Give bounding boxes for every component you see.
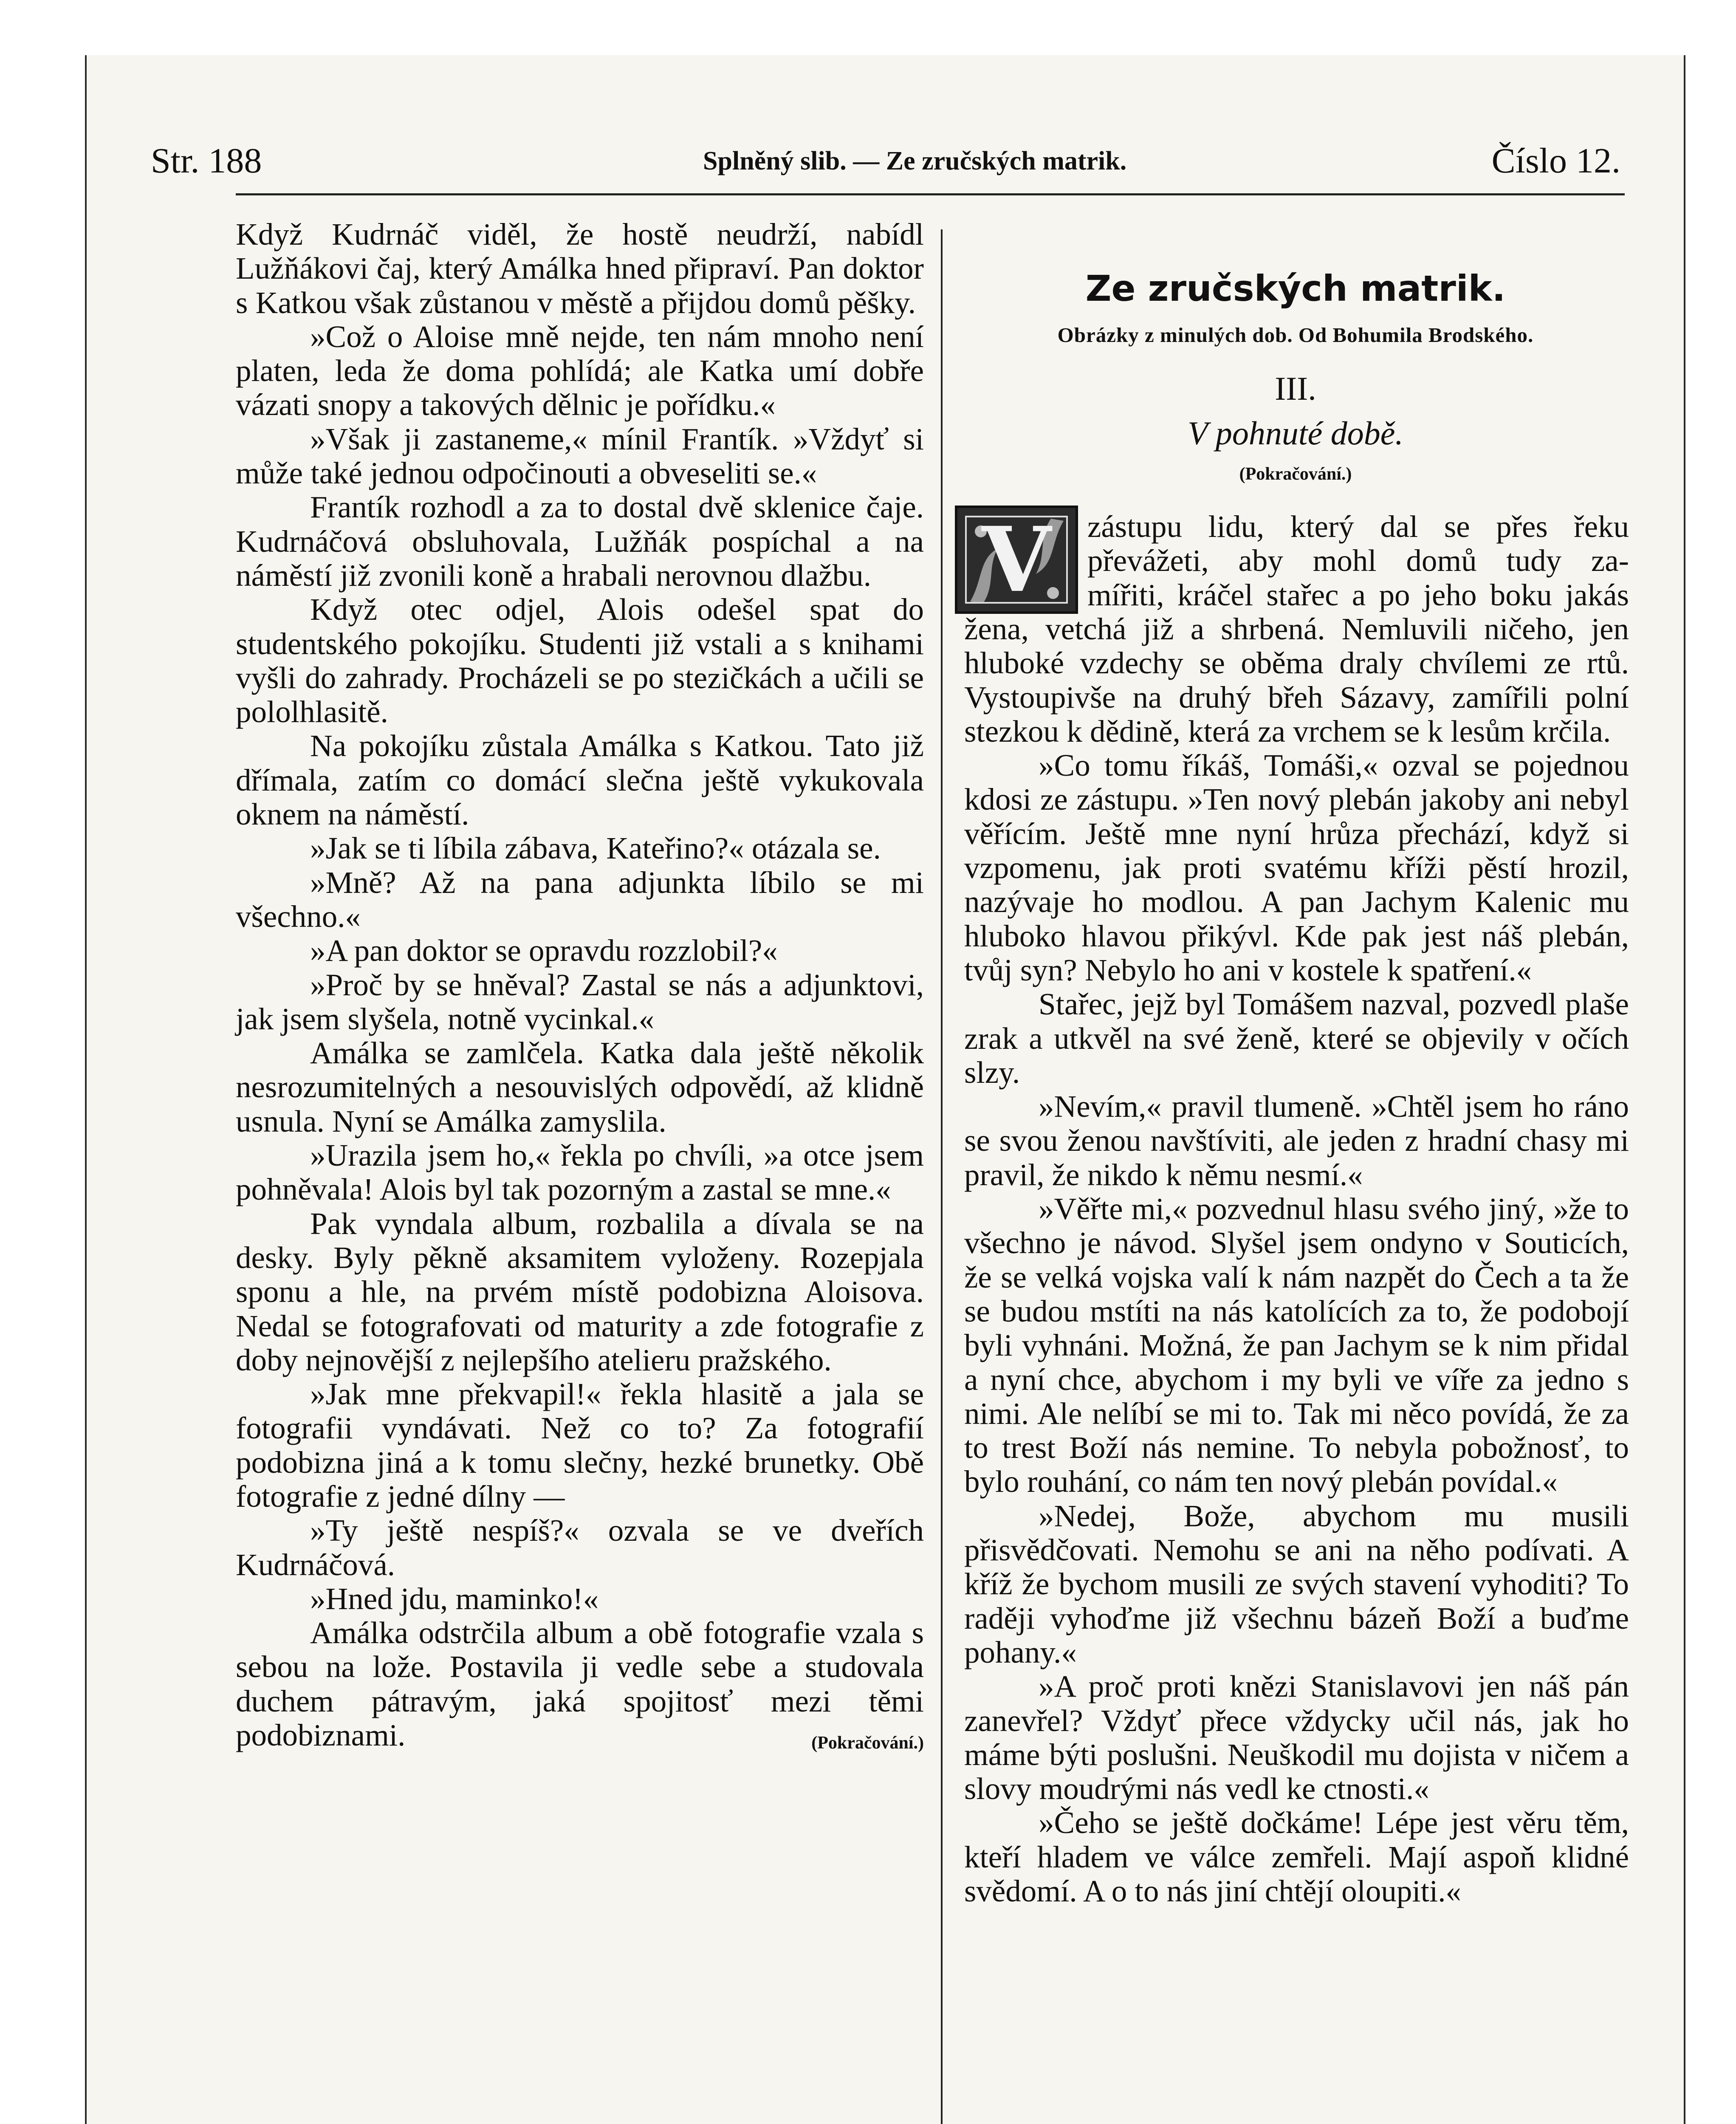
left-paragraph: »Hned jdu, maminko!« [310,1581,599,1616]
page-number: Str. 188 [151,141,262,181]
left-paragraph: Na pokojíku zůstala Amálka s Katkou. Tato již dřímala, zatím co domácí slečna ještě vykukovala oknem na náměstí. [236,729,924,832]
right-paragraph: »Nevím,« pravil tlumeně. »Chtěl jsem ho ráno se svou ženou navštíviti, ale jeden z hradní chasy mi pravil, že nikdo k němu nesmí.« [964,1089,1629,1192]
left-continued-note: (Pokračování.) [811,1733,924,1753]
article-title: Ze zručských matrik. [1085,268,1506,309]
left-column [236,217,924,1760]
right-paragraph: »Nedej, Bože, abychom mu musili přisvědčovati. Nemohu se ani na něho podívati. A kříž že bychom musili ze svých stavení vyhoditi? To raději vyhoďme již všechnu bázeň Boží a buďme pohany.« [964,1498,1629,1669]
chapter-continued-note: (Pokračování.) [1239,464,1352,484]
right-paragraph: »Věřte mi,« pozvednul hlasu svého jiný, »že to všechno je návod. Slyšel jsem ondyno v Souticích, že se velká vojska valí k nám nazpět do Čech a ta že se budou mstíti na nás katolících za to, že podobojí byli vyhnáni. Možná, že pan Jachym se k nim přidal a nyní chce, abychom i my byli ve víře za jedno s nimi. Ale nelíbí se mi to. Tak mi něco povídá, že za to trest Boží nás nemine. To nebyla pobožnosť, to bylo rouhání, co nám ten nový plebán povídal.« [964,1192,1629,1499]
column-divider [941,229,943,2124]
left-paragraph: »Mně? Až na pana adjunkta líbilo se mi všechno.« [236,865,924,934]
left-paragraph: »Však ji zastaneme,« mínil Frantík. »Vždyť si může také jednou odpočinouti a obveseliti se.« [236,421,924,491]
left-paragraph: Amálka odstrčila album a obě fotografie vzala s sebou na lože. Postavila ji vedle sebe a studovala duchem pátravým, jaká spojitosť mezi těmi podobiznami. [236,1616,924,1753]
right-column [964,612,1629,1908]
left-paragraph: »A pan doktor se opravdu rozzlobil?« [310,933,778,968]
right-paragraph: »Co tomu říkáš, Tomáši,« ozval se pojednou kdosi ze zástupu. »Ten nový plebán jakoby ani nebyl věřícím. Ještě mne nyní hrůza přechází, když si vzpomenu, jak proti svatému kříži pěstí hrozil, nazývaje ho modlou. A pan Jachym Kalenic mu hluboko hlavou přikývl. Kde pak jest náš plebán, tvůj syn? Nebylo ho ani v kostele k spatření.« [964,748,1629,987]
right-paragraph: žena, vetchá již a shrbená. Nemluvili ničeho, jen hluboké vzdechy se oběma draly chvílemi ze rtů. Vystoupivše na druhý břeh Sázavy, zamířili polní stezkou k dědině, která za vrchem se k lesům krčila. [964,612,1629,748]
left-paragraph: Pak vyndala album, rozbalila a dívala se na desky. Byly pěkně aksamitem vyloženy. Rozepjala sponu a hle, na prvém místě podobizna Aloisova. Nedal se fotografovati od maturity a zde fotografie z doby nejnovější z nejlepšího atelieru pražského. [236,1206,924,1377]
left-paragraph: Frantík rozhodl a za to dostal dvě sklenice čaje. Kudrnáčová obsluhovala, Lužňák pospíchal a na náměstí již zvonili koně a hrabali nerovnou dlažbu. [236,490,924,593]
left-paragraph: »Jak mne překvapil!« řekla hlasitě a jala se fotografii vyndávati. Než co to? Za fotografií podobizna jiná a k tomu slečny, hezké brunetky. Obě fotografie z jedné dílny — [236,1377,924,1514]
issue-number: Číslo 12. [1491,141,1620,181]
dropcap-line: mířiti, kráčel stařec a po jeho boku jakás [1087,577,1629,612]
left-paragraph: »Což o Aloise mně nejde, ten nám mnoho není platen, leda že doma pohlídá; ale Katka umí dobře vázati snopy a takových dělnic je pořídku.« [236,319,924,422]
chapter-number: III. [1275,370,1316,407]
left-paragraph: »Urazila jsem ho,« řekla po chvíli, »a otce jsem pohněvala! Alois byl tak pozorným a zastal se mne.« [236,1138,924,1207]
dropcap-wrapped-lines [1087,510,1629,612]
drop-cap-letter: V [982,507,1051,612]
dropcap-line: převážeti, aby mohl domů tudy za- [1087,543,1629,578]
left-paragraph: Když Kudrnáč viděl, že hostě neudrží, nabídl Lužňákovi čaj, který Amálka hned připraví. Pan doktor s Katkou však zůstanou v městě a přijdou domů pěšky. [236,217,924,320]
right-paragraph: »A proč proti knězi Stanislavovi jen náš pán zanevřel? Vždyť přece vždycky učil nás, jak ho máme býti poslušni. Neuškodil mu dojista v ničem a slovy moudrými nás vedl ke ctnosti.« [964,1669,1629,1806]
ornamental-drop-cap [955,506,1078,614]
left-paragraph: Když otec odjel, Alois odešel spat do studentského pokojíku. Studenti již vstali a s knihami vyšli do zahrady. Procházeli se po stezičkách a učili se pololhlasitě. [236,592,924,729]
left-paragraph: »Ty ještě nespíš?« ozvala se ve dveřích Kudrnáčová. [236,1513,924,1582]
chapter-title: V pohnuté době. [1188,415,1403,452]
right-paragraph: »Čeho se ještě dočkáme! Lépe jest věru těm, kteří hladem ve válce zemřeli. Mají aspoň klidné svědomí. A o to nás jiní chtějí oloupiti.« [964,1805,1629,1908]
header-rule [236,193,1625,195]
left-paragraph: »Proč by se hněval? Zastal se nás a adjunktovi, jak jsem slyšela, notně vycinkal.« [236,967,924,1036]
dropcap-line: zástupu lidu, který dal se přes řeku [1087,509,1629,544]
right-paragraph: Stařec, jejž byl Tomášem nazval, pozvedl plaše zrak a utkvěl na své ženě, které se objevily v očích slzy. [964,987,1629,1090]
left-paragraph: Amálka se zamlčela. Katka dala ještě několik nesrozumitelných a nesouvislých odpovědí, až klidně usnula. Nyní se Amálka zamyslila. [236,1036,924,1138]
left-paragraph: »Jak se ti líbila zábava, Kateřino?« otázala se. [310,831,881,866]
page-header [151,140,1620,191]
running-title: Splněný slib. — Ze zručských matrik. [703,147,1127,175]
article-subtitle: Obrázky z minulých dob. Od Bohumila Brodského. [1057,323,1534,347]
